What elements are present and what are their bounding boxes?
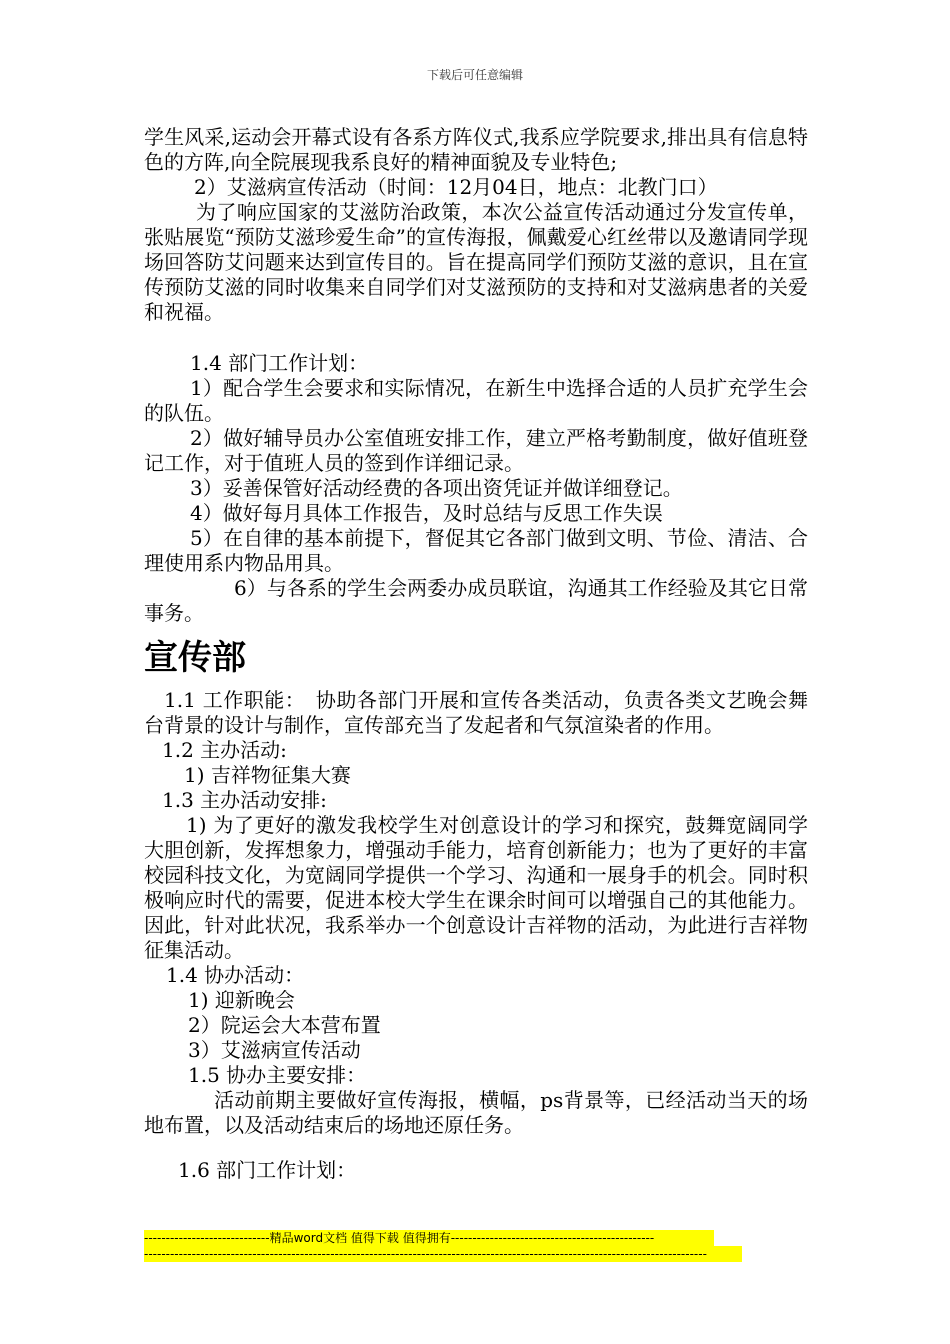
assist-arrange-body: 活动前期主要做好宣传海报，横幅，ps背景等，已经活动当天的场地布置，以及活动结束后的场地还原任务。: [144, 1088, 808, 1137]
work-plan-item: 5）在自律的基本前提下，督促其它各部门做到文明、节俭、清洁、合理使用系内物品用具。: [144, 526, 808, 575]
assist-activity-item: 3）艾滋病宣传活动: [188, 1038, 361, 1062]
spacer: [144, 325, 808, 351]
host-activity-title: 1.2 主办活动:: [162, 738, 287, 762]
aids-activity-title: 2）艾滋病宣传活动（时间：12月04日，地点：北教门口）: [194, 175, 718, 199]
work-plan-item: 3）妥善保管好活动经费的各项出资凭证并做详细登记。: [190, 476, 683, 500]
work-plan-title: 1.4 部门工作计划：: [190, 351, 369, 375]
page-header: 下载后可任意编辑: [426, 68, 523, 82]
assist-activity-title: 1.4 协办活动：: [166, 963, 305, 987]
work-plan-item: 2）做好辅导员办公室值班安排工作，建立严格考勤制度，做好值班登记工作，对于值班人员的签到作详细记录。: [144, 426, 808, 475]
work-plan-item: 4）做好每月具体工作报告，及时总结与反思工作失误: [190, 501, 663, 525]
section-heading-publicity: 宣传部: [144, 638, 246, 678]
page-footer: [144, 1230, 744, 1262]
assist-arrange-title: 1.5 协办主要安排：: [188, 1063, 367, 1087]
work-plan-item: 1）配合学生会要求和实际情况，在新生中选择合适的人员扩充学生会的队伍。: [144, 376, 808, 425]
footer-divider: ----------------------------------------------------------------------------------------------------------------------------------: [144, 1246, 742, 1262]
work-plan-item: 6）与各系的学生会两委办成员联谊，沟通其工作经验及其它日常事务。: [144, 576, 808, 625]
dept-plan-title: 1.6 部门工作计划：: [178, 1158, 357, 1182]
host-arrange-body: 1) 为了更好的激发我校学生对创意设计的学习和探究，鼓舞宽阔同学大胆创新，发挥想象力，增强动手能力，培育创新能力；也为了更好的丰富校园科技文化，为宽阔同学提供一个学习、沟通和一展身手的机会。同时积极响应时代的需要，促进本校大学生在课余时间可以增强自己的其他能力。因此，针对此状况，我系举办一个创意设计吉祥物的活动，为此进行吉祥物征集活动。: [144, 813, 808, 962]
document-body: [144, 125, 808, 1183]
publicity-duty: 1.1 工作职能： 协助各部门开展和宣传各类活动，负责各类文艺晚会舞台背景的设计与制作，宣传部充当了发起者和气氛渲染者的作用。: [144, 688, 808, 737]
paragraph-team-parade: 学生风采,运动会开幕式设有各系方阵仪式,我系应学院要求,排出具有信息特色的方阵,向全院展现我系良好的精神面貌及专业特色;: [144, 125, 808, 174]
aids-activity-body: 为了响应国家的艾滋防治政策，本次公益宣传活动通过分发宣传单，张贴展览“预防艾滋珍爱生命”的宣传海报，佩戴爱心红丝带以及邀请同学现场回答防艾问题来达到宣传目的。旨在提高同学们预防艾滋的意识，且在宣传预防艾滋的同时收集来自同学们对艾滋预防的支持和对艾滋病患者的关爱和祝福。: [144, 200, 808, 324]
host-arrange-title: 1.3 主办活动安排:: [162, 788, 327, 812]
footer-banner: -----------------------------精品word文档 值得下载 值得拥有-----------------------------------------------: [144, 1230, 714, 1246]
assist-activity-item: 1) 迎新晚会: [188, 988, 295, 1012]
host-activity-item: 1) 吉祥物征集大赛: [184, 763, 351, 787]
spacer: [144, 1138, 808, 1158]
assist-activity-item: 2）院运会大本营布置: [188, 1013, 381, 1037]
